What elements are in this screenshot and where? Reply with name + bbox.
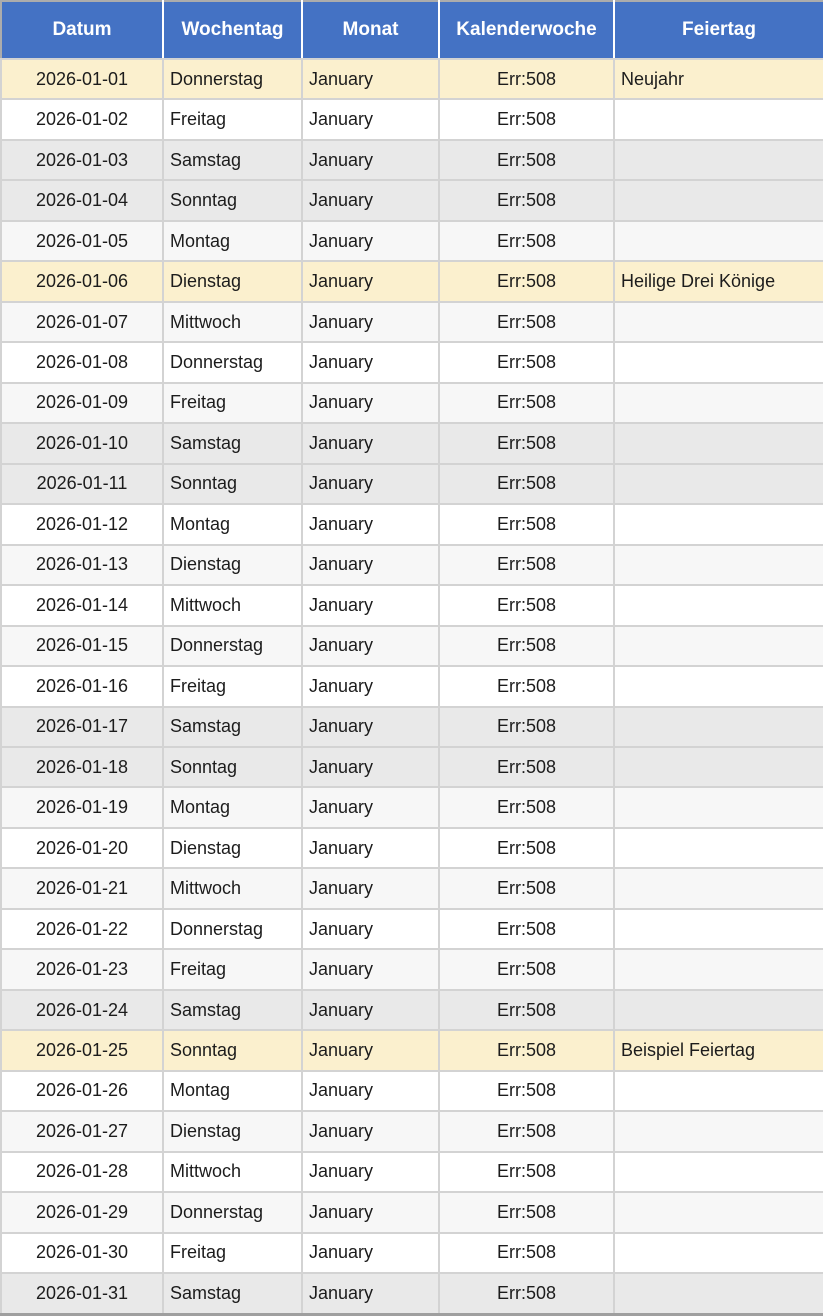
table-row	[1, 383, 823, 423]
cell-kalenderwoche: Err:508	[439, 747, 614, 787]
table-row	[1, 261, 823, 301]
cell-datum: 2026-01-13	[1, 545, 163, 585]
cell-datum: 2026-01-28	[1, 1152, 163, 1192]
cell-monat: January	[302, 1030, 439, 1070]
cell-kalenderwoche: Err:508	[439, 949, 614, 989]
cell-feiertag	[614, 464, 823, 504]
table-row	[1, 423, 823, 463]
cell-kalenderwoche: Err:508	[439, 545, 614, 585]
cell-wochentag: Dienstag	[163, 828, 302, 868]
cell-wochentag: Mittwoch	[163, 302, 302, 342]
cell-monat: January	[302, 1273, 439, 1314]
cell-datum: 2026-01-31	[1, 1273, 163, 1314]
cell-kalenderwoche: Err:508	[439, 383, 614, 423]
cell-feiertag	[614, 585, 823, 625]
table-row	[1, 504, 823, 544]
cell-monat: January	[302, 747, 439, 787]
cell-monat: January	[302, 383, 439, 423]
cell-monat: January	[302, 99, 439, 139]
cell-kalenderwoche: Err:508	[439, 1111, 614, 1151]
cell-datum: 2026-01-14	[1, 585, 163, 625]
cell-kalenderwoche: Err:508	[439, 626, 614, 666]
cell-feiertag	[614, 342, 823, 382]
cell-wochentag: Samstag	[163, 707, 302, 747]
column-header-wochentag: Wochentag	[163, 1, 302, 59]
cell-feiertag	[614, 909, 823, 949]
table-row	[1, 666, 823, 706]
cell-monat: January	[302, 1071, 439, 1111]
cell-monat: January	[302, 59, 439, 99]
cell-monat: January	[302, 828, 439, 868]
cell-datum: 2026-01-06	[1, 261, 163, 301]
cell-datum: 2026-01-20	[1, 828, 163, 868]
cell-monat: January	[302, 707, 439, 747]
cell-wochentag: Donnerstag	[163, 342, 302, 382]
table-row	[1, 464, 823, 504]
cell-kalenderwoche: Err:508	[439, 464, 614, 504]
cell-datum: 2026-01-29	[1, 1192, 163, 1232]
cell-datum: 2026-01-11	[1, 464, 163, 504]
cell-feiertag	[614, 787, 823, 827]
column-header-datum: Datum	[1, 1, 163, 59]
table-row	[1, 585, 823, 625]
cell-monat: January	[302, 1233, 439, 1273]
cell-kalenderwoche: Err:508	[439, 99, 614, 139]
cell-feiertag	[614, 1152, 823, 1192]
cell-feiertag	[614, 1111, 823, 1151]
cell-datum: 2026-01-12	[1, 504, 163, 544]
cell-wochentag: Samstag	[163, 990, 302, 1030]
cell-datum: 2026-01-24	[1, 990, 163, 1030]
table-row	[1, 1152, 823, 1192]
cell-datum: 2026-01-02	[1, 99, 163, 139]
cell-wochentag: Dienstag	[163, 261, 302, 301]
cell-kalenderwoche: Err:508	[439, 1192, 614, 1232]
cell-monat: January	[302, 626, 439, 666]
table-row	[1, 221, 823, 261]
cell-kalenderwoche: Err:508	[439, 828, 614, 868]
table-header	[1, 1, 823, 59]
cell-datum: 2026-01-03	[1, 140, 163, 180]
cell-feiertag	[614, 1071, 823, 1111]
column-header-monat: Monat	[302, 1, 439, 59]
cell-kalenderwoche: Err:508	[439, 707, 614, 747]
table-row	[1, 949, 823, 989]
cell-monat: January	[302, 990, 439, 1030]
cell-wochentag: Sonntag	[163, 180, 302, 220]
cell-kalenderwoche: Err:508	[439, 504, 614, 544]
table-row	[1, 1111, 823, 1151]
cell-kalenderwoche: Err:508	[439, 1233, 614, 1273]
cell-feiertag	[614, 626, 823, 666]
cell-feiertag	[614, 949, 823, 989]
cell-wochentag: Samstag	[163, 140, 302, 180]
cell-feiertag	[614, 1273, 823, 1314]
cell-wochentag: Freitag	[163, 949, 302, 989]
cell-feiertag	[614, 1233, 823, 1273]
cell-datum: 2026-01-21	[1, 868, 163, 908]
cell-monat: January	[302, 666, 439, 706]
cell-kalenderwoche: Err:508	[439, 787, 614, 827]
cell-kalenderwoche: Err:508	[439, 990, 614, 1030]
table-row	[1, 545, 823, 585]
table-row	[1, 1071, 823, 1111]
cell-feiertag	[614, 868, 823, 908]
cell-wochentag: Montag	[163, 504, 302, 544]
cell-feiertag	[614, 383, 823, 423]
cell-kalenderwoche: Err:508	[439, 666, 614, 706]
cell-kalenderwoche: Err:508	[439, 1071, 614, 1111]
cell-monat: January	[302, 423, 439, 463]
table-row	[1, 140, 823, 180]
cell-wochentag: Dienstag	[163, 1111, 302, 1151]
cell-wochentag: Montag	[163, 787, 302, 827]
cell-feiertag: Neujahr	[614, 59, 823, 99]
cell-feiertag	[614, 828, 823, 868]
cell-datum: 2026-01-04	[1, 180, 163, 220]
cell-feiertag	[614, 707, 823, 747]
cell-kalenderwoche: Err:508	[439, 221, 614, 261]
cell-kalenderwoche: Err:508	[439, 261, 614, 301]
table-row	[1, 1192, 823, 1232]
cell-wochentag: Freitag	[163, 99, 302, 139]
cell-feiertag	[614, 99, 823, 139]
cell-datum: 2026-01-09	[1, 383, 163, 423]
cell-kalenderwoche: Err:508	[439, 180, 614, 220]
cell-feiertag	[614, 1192, 823, 1232]
cell-datum: 2026-01-16	[1, 666, 163, 706]
cell-kalenderwoche: Err:508	[439, 585, 614, 625]
cell-datum: 2026-01-26	[1, 1071, 163, 1111]
table-row	[1, 302, 823, 342]
table-row	[1, 990, 823, 1030]
table-row	[1, 59, 823, 99]
table-row	[1, 747, 823, 787]
cell-wochentag: Donnerstag	[163, 59, 302, 99]
table-row	[1, 787, 823, 827]
cell-datum: 2026-01-15	[1, 626, 163, 666]
cell-feiertag	[614, 545, 823, 585]
cell-wochentag: Mittwoch	[163, 1152, 302, 1192]
cell-kalenderwoche: Err:508	[439, 140, 614, 180]
cell-feiertag	[614, 990, 823, 1030]
cell-datum: 2026-01-07	[1, 302, 163, 342]
cell-datum: 2026-01-10	[1, 423, 163, 463]
cell-monat: January	[302, 140, 439, 180]
cell-feiertag	[614, 504, 823, 544]
column-header-feiertag: Feiertag	[614, 1, 823, 59]
cell-monat: January	[302, 949, 439, 989]
cell-monat: January	[302, 504, 439, 544]
cell-wochentag: Sonntag	[163, 464, 302, 504]
table-row	[1, 707, 823, 747]
cell-kalenderwoche: Err:508	[439, 868, 614, 908]
cell-feiertag: Beispiel Feiertag	[614, 1030, 823, 1070]
cell-wochentag: Donnerstag	[163, 909, 302, 949]
cell-datum: 2026-01-30	[1, 1233, 163, 1273]
cell-wochentag: Montag	[163, 1071, 302, 1111]
cell-wochentag: Freitag	[163, 383, 302, 423]
cell-datum: 2026-01-19	[1, 787, 163, 827]
table-row	[1, 1273, 823, 1314]
table-row	[1, 342, 823, 382]
table-row	[1, 828, 823, 868]
cell-wochentag: Montag	[163, 221, 302, 261]
cell-datum: 2026-01-05	[1, 221, 163, 261]
header-row	[1, 1, 823, 59]
cell-kalenderwoche: Err:508	[439, 1273, 614, 1314]
table-row	[1, 1030, 823, 1070]
cell-datum: 2026-01-25	[1, 1030, 163, 1070]
cell-monat: January	[302, 1111, 439, 1151]
cell-datum: 2026-01-27	[1, 1111, 163, 1151]
cell-monat: January	[302, 221, 439, 261]
cell-wochentag: Donnerstag	[163, 626, 302, 666]
table-row	[1, 99, 823, 139]
cell-datum: 2026-01-01	[1, 59, 163, 99]
cell-datum: 2026-01-22	[1, 909, 163, 949]
cell-monat: January	[302, 261, 439, 301]
table-row	[1, 1233, 823, 1273]
cell-monat: January	[302, 868, 439, 908]
cell-datum: 2026-01-18	[1, 747, 163, 787]
cell-feiertag	[614, 140, 823, 180]
cell-monat: January	[302, 464, 439, 504]
cell-monat: January	[302, 342, 439, 382]
cell-wochentag: Donnerstag	[163, 1192, 302, 1232]
cell-wochentag: Freitag	[163, 1233, 302, 1273]
cell-monat: January	[302, 1152, 439, 1192]
cell-feiertag	[614, 666, 823, 706]
cell-monat: January	[302, 1192, 439, 1232]
table-row	[1, 180, 823, 220]
cell-feiertag	[614, 302, 823, 342]
cell-monat: January	[302, 180, 439, 220]
cell-monat: January	[302, 909, 439, 949]
cell-kalenderwoche: Err:508	[439, 1030, 614, 1070]
cell-feiertag: Heilige Drei Könige	[614, 261, 823, 301]
cell-monat: January	[302, 545, 439, 585]
cell-wochentag: Samstag	[163, 1273, 302, 1314]
cell-wochentag: Freitag	[163, 666, 302, 706]
cell-feiertag	[614, 221, 823, 261]
table-row	[1, 909, 823, 949]
table-body	[1, 59, 823, 1315]
cell-kalenderwoche: Err:508	[439, 423, 614, 463]
cell-wochentag: Samstag	[163, 423, 302, 463]
cell-monat: January	[302, 787, 439, 827]
cell-feiertag	[614, 423, 823, 463]
cell-wochentag: Dienstag	[163, 545, 302, 585]
cell-kalenderwoche: Err:508	[439, 59, 614, 99]
table-row	[1, 868, 823, 908]
cell-kalenderwoche: Err:508	[439, 909, 614, 949]
cell-monat: January	[302, 585, 439, 625]
cell-wochentag: Sonntag	[163, 1030, 302, 1070]
cell-feiertag	[614, 180, 823, 220]
cell-kalenderwoche: Err:508	[439, 1152, 614, 1192]
cell-feiertag	[614, 747, 823, 787]
cell-datum: 2026-01-17	[1, 707, 163, 747]
cell-wochentag: Mittwoch	[163, 868, 302, 908]
cell-wochentag: Mittwoch	[163, 585, 302, 625]
cell-wochentag: Sonntag	[163, 747, 302, 787]
cell-monat: January	[302, 302, 439, 342]
cell-kalenderwoche: Err:508	[439, 302, 614, 342]
cell-kalenderwoche: Err:508	[439, 342, 614, 382]
column-header-kalenderwoche: Kalenderwoche	[439, 1, 614, 59]
table-row	[1, 626, 823, 666]
cell-datum: 2026-01-23	[1, 949, 163, 989]
cell-datum: 2026-01-08	[1, 342, 163, 382]
